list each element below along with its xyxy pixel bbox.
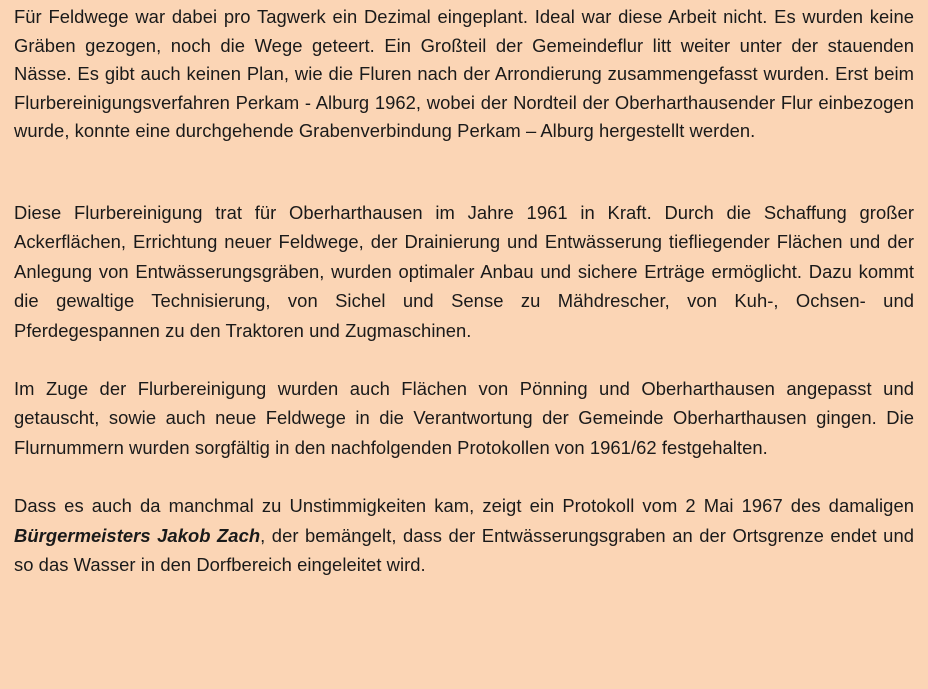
buergermeister-name-emphasis: Bürgermeisters Jakob Zach bbox=[14, 524, 261, 546]
paragraph-protokoll-1967 bbox=[14, 491, 914, 579]
paragraph-text-before: Dass es auch da manchmal zu Unstimmigkeiten kam, zeigt ein Protokoll vom 2 Mai 1967 des damaligen bbox=[14, 495, 914, 517]
paragraph-text-after: , der bemängelt, dass der Entwässerungsgraben an der Ortsgrenze endet und so das Wasser in den Dorfbereich eingeleitet wird. bbox=[14, 524, 914, 576]
paragraph-flurbereinigung-1961: Diese Flurbereinigung trat für Oberharthausen im Jahre 1961 in Kraft. Durch die Schaffung großer Ackerflächen, Errichtung neuer Feldwege, der Drainierung und Entwässerung tiefliegender Flächen und der Anlegung von Entwässerungsgräben, wurden optimaler Anbau und sichere Erträge ermöglicht. Dazu kommt die gewaltige Technisierung, von Sichel und Sense zu Mähdrescher, von Kuh-, Ochsen- und Pferdegespannen zu den Traktoren und Zugmaschinen. bbox=[14, 201, 914, 341]
paragraph-flaechen-pönning: Im Zuge der Flurbereinigung wurden auch Flächen von Pönning und Oberharthausen angepasst und getauscht, sowie auch neue Feldwege in die Verantwortung der Gemeinde Oberharthausen gingen. Die Flurnummern wurden sorgfältig in den nachfolgenden Protokollen von 1961/62 festgehalten. bbox=[14, 378, 914, 458]
paragraph-feldwege: Für Feldwege war dabei pro Tagwerk ein Dezimal eingeplant. Ideal war diese Arbeit nicht. Es wurden keine Gräben gezogen, noch die Wege geteert. Ein Großteil der Gemeindeflur litt weiter unter der stauenden Nässe. Es gibt auch keinen Plan, wie die Fluren nach der Arrondierung zusammengefasst wurden. Erst beim Flurbereinigungsverfahren Perkam - Alburg 1962, wobei der Nordteil der Oberharthausender Flur einbezogen wurde, konnte eine durchgehende Grabenverbindung Perkam – Alburg hergestellt werden. bbox=[14, 6, 914, 142]
